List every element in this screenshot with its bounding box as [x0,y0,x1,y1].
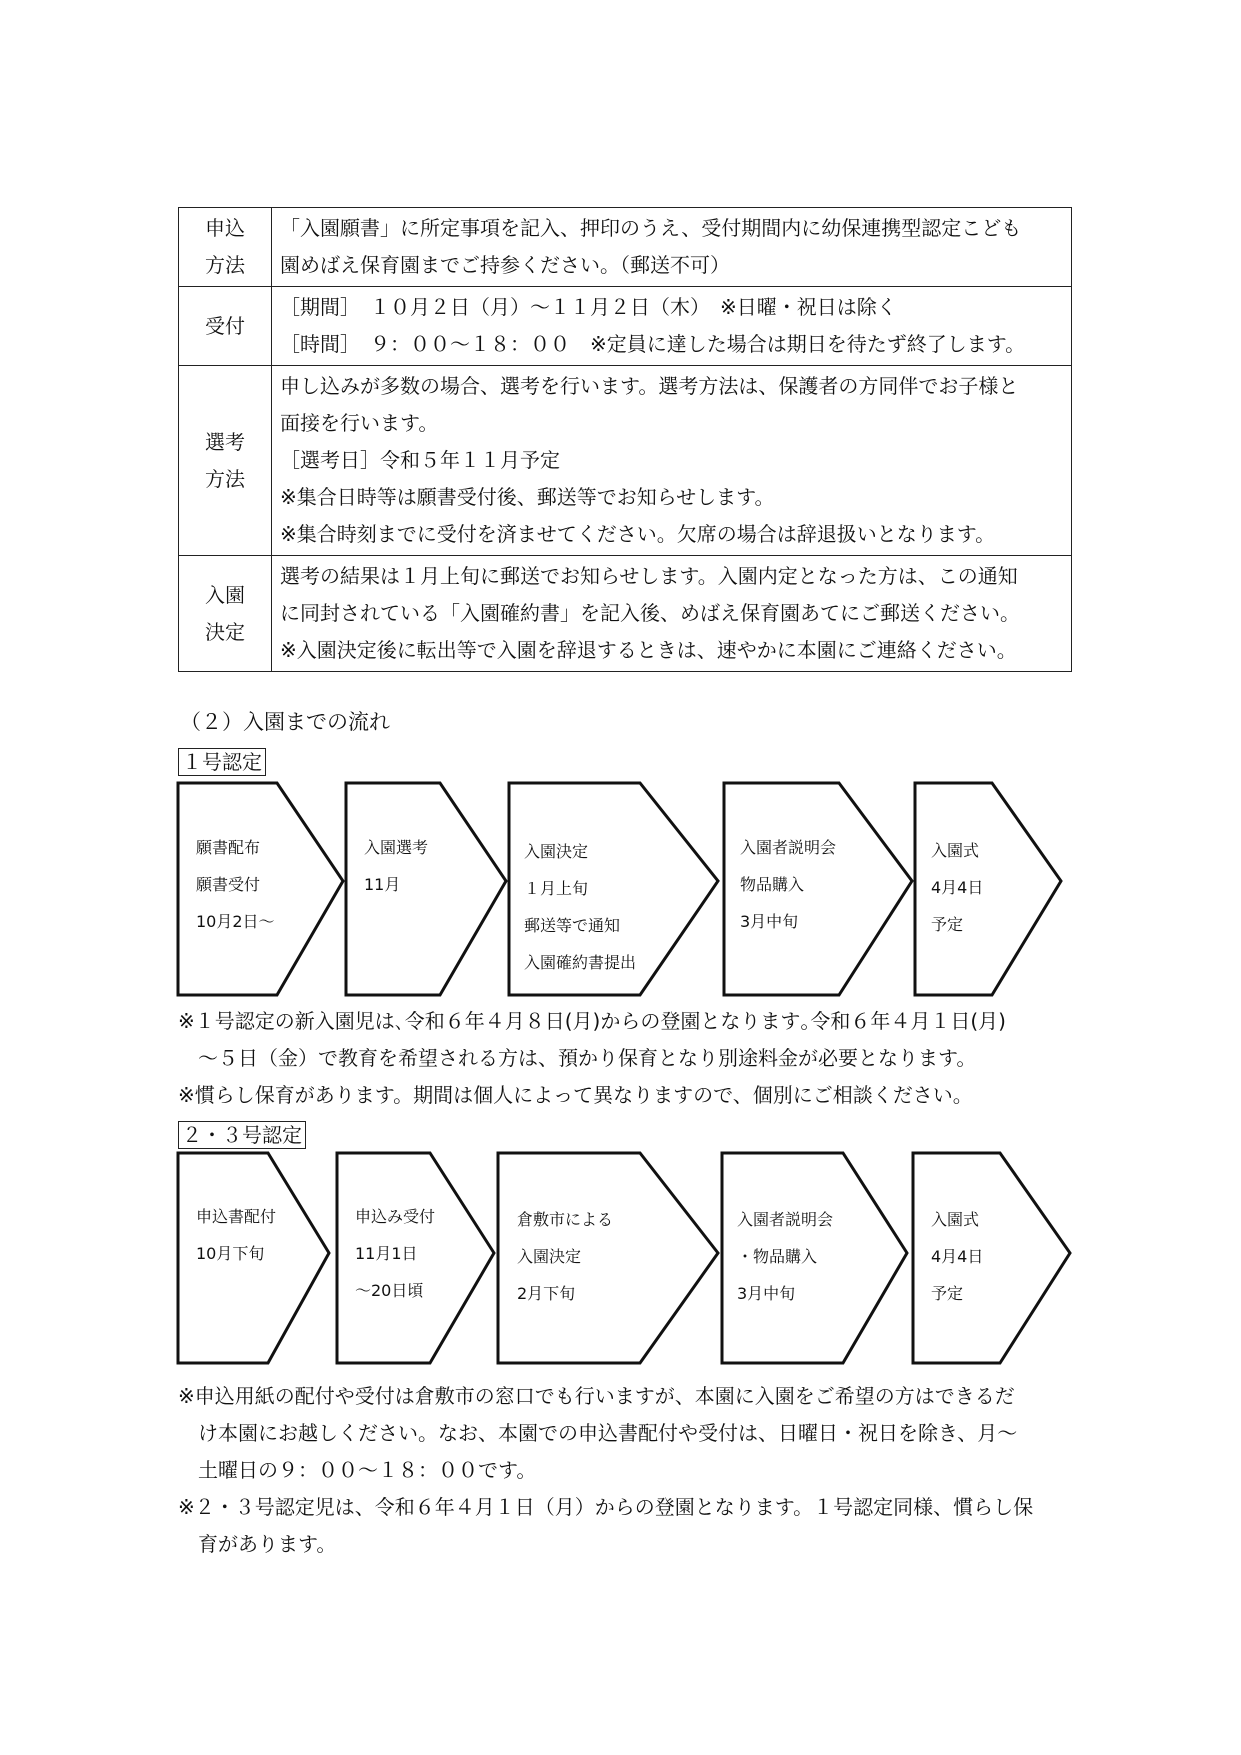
flow-step [196,829,275,940]
row-header-line: 選考 [205,429,245,454]
row-header-line: 申込 [205,216,245,240]
row-header [179,208,272,287]
row-text-line: 選考の結果は１月上旬に郵送でお知らせします。入園内定となった方は、この通知 [280,564,1018,588]
flow-step-line: 入園決定 [517,1247,582,1266]
note-line: ※１号認定の新入園児は､令和６年４月８日(月)からの登園となります｡令和６年４月１日(月) [178,1009,1006,1033]
flow-step-line: 申込書配付 [196,1207,277,1226]
flow-step-line: 2月下旬 [517,1284,576,1303]
row-body [272,366,1072,556]
note-line: ～５日（金）で教育を希望される方は、預かり保育となり別途料金が必要となります。 [198,1046,977,1070]
row-text-line: ※集合時刻までに受付を済ませてください。欠席の場合は辞退扱いとなります。 [280,522,996,546]
row-text-line: ［選考日］令和５年１１月予定 [280,448,560,472]
flow-step-line: 物品購入 [740,875,805,894]
flow-step-line: 4月4日 [931,1247,984,1266]
flow-step-line: 10月2日～ [196,912,275,931]
row-text-line: 申し込みが多数の場合、選考を行います。選考方法は、保護者の方同伴でお子様と [280,374,1019,398]
flow-step-line: ・物品購入 [737,1247,818,1266]
flow-step-line: １月上旬 [524,879,589,898]
row-header [179,556,272,672]
section-title: （２）入園までの流れ [180,710,390,734]
table-row-reception [179,287,1072,366]
flow-step [737,1201,833,1312]
row-text-line: 「入園願書」に所定事項を記入、押印のうえ、受付期間内に幼保連携型認定こども [280,216,1022,240]
flow-step-line: 入園決定 [524,842,589,861]
flow-step-line: 11月 [364,875,401,894]
row-header-line: 入園 [205,582,245,607]
flow-step-line: 3月中旬 [740,912,799,931]
flow-step [355,1198,435,1309]
row-body [272,287,1072,366]
table-row-selection-method [179,366,1072,556]
note-line: ※２・３号認定児は、令和６年４月１日（月）からの登園となります。１号認定同様、慣らし保 [178,1495,1034,1519]
type1-notes [178,1003,1006,1114]
row-body [272,556,1072,672]
row-text-line: 面接を行います。 [280,411,439,435]
flow-step-line: 予定 [931,1284,964,1303]
row-header [179,287,272,366]
table-row-application-method [179,208,1072,287]
row-header-line: 受付 [205,313,245,338]
flow-step-line: 予定 [931,915,964,934]
row-text-line: ※集合日時等は願書受付後、郵送等でお知らせします。 [280,485,775,509]
flow-step-line: 入園者説明会 [740,838,837,857]
row-header-line: 方法 [205,253,245,277]
note-line: け本園にお越しください。なお、本園での申込書配付や受付は、日曜日・祝日を除き、月～ [198,1421,1018,1445]
type23-flow-diagram [0,1150,1241,1370]
flow-step-line: 10月下旬 [196,1244,265,1263]
row-text-line: に同封されている「入園確約書」を記入後、めばえ保育園あてにご郵送ください。 [280,601,1020,625]
row-body [272,208,1072,287]
row-text-line: ［期間］ １０月２日（月）～１１月２日（木） ※日曜・祝日は除く [280,295,897,319]
flow-step-line: 11月1日 [355,1244,418,1263]
flow-step-line: 3月中旬 [737,1284,796,1303]
flow-step [517,1201,613,1312]
row-text-line: 園めばえ保育園までご持参ください。（郵送不可） [280,253,730,277]
flow-step [931,832,983,943]
type1-tag: １号認定 [178,748,266,776]
flow-step-line: 郵送等で通知 [524,916,621,935]
row-text-line: ※入園決定後に転出等で入園を辞退するときは、速やかに本園にご連絡ください。 [280,638,1017,662]
admission-info-table [178,207,1072,672]
flow-step-line: 入園者説明会 [737,1210,834,1229]
flow-step [931,1201,983,1312]
flow-step-line: 入園確約書提出 [524,953,637,972]
flow-step [740,829,836,940]
flow-step-line: 倉敷市による [517,1210,614,1229]
flow-step [196,1198,276,1272]
flow-step-line: 入園選考 [364,838,429,857]
flow-step-line: ～20日頃 [355,1281,424,1300]
flow-step-line: 入園式 [931,841,980,860]
flow-step-line: 入園式 [931,1210,980,1229]
type23-tag: ２・３号認定 [178,1121,306,1149]
row-header [179,366,272,556]
table-row-admission-decision [179,556,1072,672]
flow-step-line: 4月4日 [931,878,984,897]
flow-step-line: 申込み受付 [355,1207,436,1226]
note-line: ※申込用紙の配付や受付は倉敷市の窓口でも行いますが、本園に入園をご希望の方はできるだ [178,1384,1015,1408]
flow-step-line: 願書受付 [196,875,261,894]
note-line: 土曜日の９：００～１８：００です。 [198,1458,537,1482]
row-header-line: 方法 [205,466,245,491]
flow-step-line: 願書配布 [196,838,261,857]
note-line: 育があります。 [198,1532,337,1556]
row-text-line: ［時間］ ９：００～１８：００ ※定員に達した場合は期日を待たず終了します。 [280,332,1026,356]
row-header-line: 決定 [205,619,245,644]
flow-step [364,829,428,903]
type23-notes [178,1378,1033,1563]
flow-step [524,833,636,981]
note-line: ※慣らし保育があります。期間は個人によって異なりますので、個別にご相談ください。 [178,1083,973,1107]
